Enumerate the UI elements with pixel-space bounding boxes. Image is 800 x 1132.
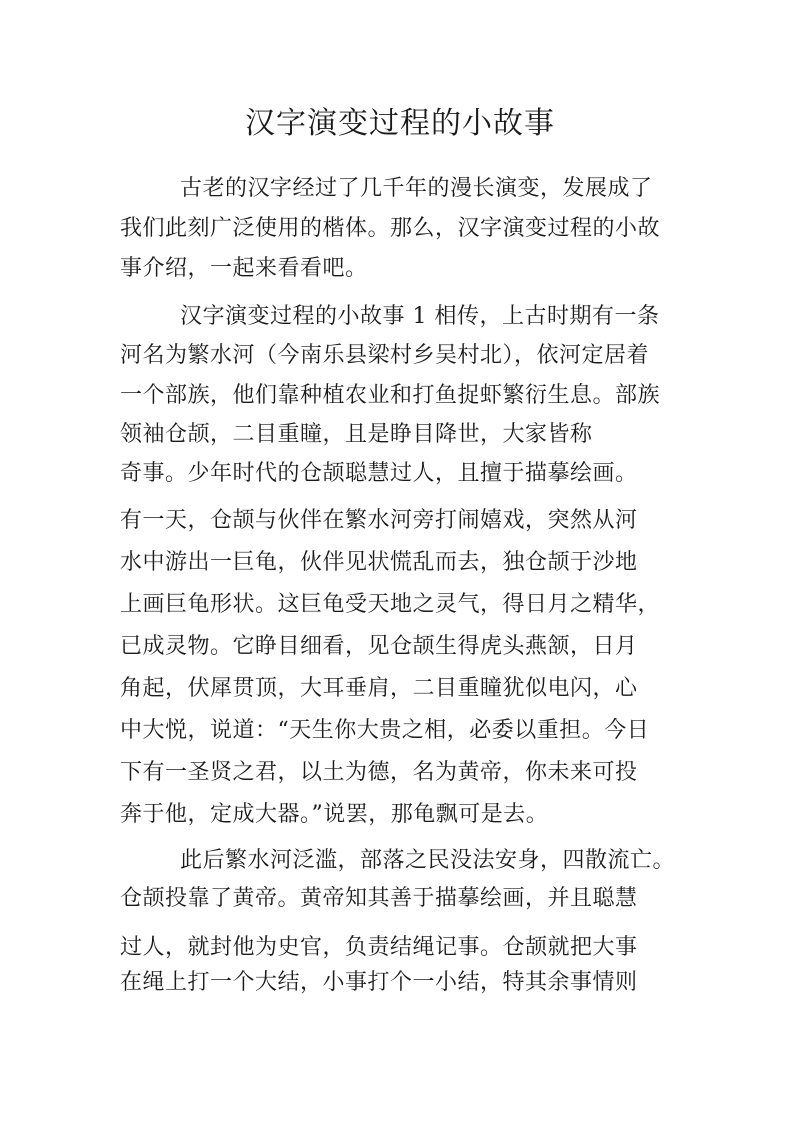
text-line: 过人，就封他为史官，负责结绳记事。仓颉就把大事 <box>120 935 638 960</box>
text-line: 奇事。少年时代的仓颉聪慧过人，且擅于描摹绘画。 <box>120 461 638 486</box>
text-line: 水中游出一巨龟，伙伴见状慌乱而去，独仓颉于沙地 <box>120 550 638 575</box>
text-line: 中大悦，说道：“天生你大贵之相，必委以重担。今日 <box>120 718 650 743</box>
text-line: 已成灵物。它睁目细看，见仓颉生得虎头燕颔，日月 <box>120 634 638 659</box>
text-line: 领袖仓颉，二目重瞳，且是睁目降世，大家皆称 <box>120 422 593 447</box>
text-line: 有一天，仓颉与伙伴在繁水河旁打闹嬉戏，突然从河 <box>120 508 638 533</box>
text-line: 仓颉投靠了黄帝。黄帝知其善于描摹绘画，并且聪慧 <box>120 886 638 911</box>
text-line: 一个部族，他们靠种植农业和打鱼捉虾繁衍生息。部族 <box>120 383 661 408</box>
text-line: 河名为繁水河（今南乐县梁村乡吴村北），依河定居着 <box>120 343 650 368</box>
document-title: 汉字演变过程的小故事 <box>245 106 555 141</box>
text-line: 汉字演变过程的小故事 1 相传，上古时期有一条 <box>180 304 660 329</box>
text-line: 古老的汉字经过了几千年的漫长演变，发展成了 <box>180 176 653 201</box>
text-line: 在绳上打一个大结，小事打个一小结，特其余事情则 <box>120 970 638 995</box>
text-line: 事介绍，一起来看看吧。 <box>120 256 368 281</box>
text-line: 下有一圣贤之君，以土为德，名为黄帝，你未来可投 <box>120 760 638 785</box>
text-line: 角起，伏犀贯顶，大耳垂肩，二目重瞳犹似电闪，心 <box>120 676 638 701</box>
text-line: 我们此刻广泛使用的楷体。那么，汉字演变过程的小故 <box>120 216 661 241</box>
text-line: 上画巨龟形状。这巨龟受天地之灵气，得日月之精华， <box>120 592 661 617</box>
text-line: 此后繁水河泛滥，部落之民没法安身，四散流亡。 <box>180 848 676 873</box>
text-line: 奔于他，定成大器。”说罢，那龟飘可是去。 <box>120 802 549 827</box>
